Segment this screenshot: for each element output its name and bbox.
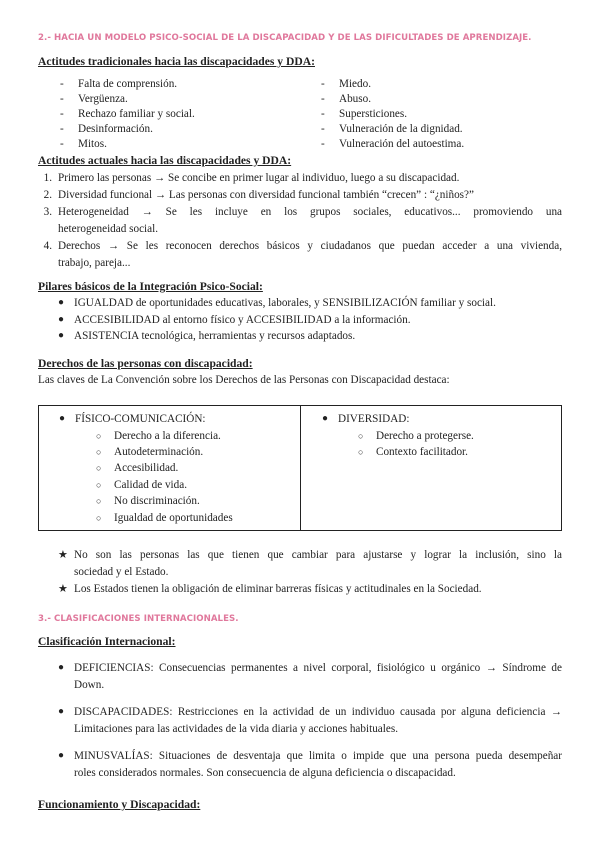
bullet-icon: ●	[322, 413, 329, 424]
table-cell-title: ● DIVERSIDAD:	[322, 413, 410, 425]
list-item: ★ No son las personas las que tienen que cambiar para ajustarse y lograr la inclusión, sino la sociedad y el Estado.	[58, 549, 562, 578]
star-bullet-icon: ★	[58, 549, 68, 561]
rights-table	[38, 405, 562, 531]
circle-bullet-icon: ○	[358, 431, 364, 441]
section-3-title: 3.- CLASIFICACIONES INTERNACIONALES.	[38, 614, 239, 624]
circle-bullet-icon: ○	[96, 496, 102, 506]
bullet-icon: ●	[58, 750, 65, 761]
current-attitudes-heading: Actitudes actuales hacia las discapacidades y DDA:	[38, 154, 292, 167]
circle-bullet-icon: ○	[358, 447, 364, 457]
rights-intro: Las claves de La Convención sobre los Derechos de las Personas con Discapacidad destaca:	[38, 374, 450, 386]
list-item: ○ Derecho a la diferencia.	[96, 430, 221, 442]
international-classification-heading: Clasificación Internacional:	[38, 635, 176, 648]
document-page: 2.- HACIA UN MODELO PSICO-SOCIAL DE LA DISCAPACIDAD Y DE LAS DIFICULTADES DE APRENDIZAJE. Actitudes tradicionales hacia las discapacidades y DDA: - Falta de comprensión. - Vergüenza. - Rechazo familiar y social. - Desinformación. - Mitos. - Miedo. - Abuso. - Supersticiones. - Vulneración de la dignidad. - Vulneración del autoestima. Actitudes actuales hacia las discapacidades y DDA: 1. Primero las personas → Se concibe en primer lugar al individuo, luego a su discapacidad. 2. Diversidad funcional → Las personas con diversidad funcional también “crecen” : “¿niños?” 3. Heterogeneidad → Se les incluye en los grupos sociales, educativos... promoviendo una heterogeneidad social. 4. Derechos → Se les reconocen derechos básicos y ciudadanos que puedan acceder a una vivienda, trabajo, pareja... Pilares básicos de la Integración Psico-Social: ● IGUALDAD de oportunidades educativas, laborales, y SENSIBILIZACIÓN familiar y social. ● ACCESIBILIDAD al entorno físico y ACCESIBILIDAD a la información. ● ASISTENCIA tecnológica, herramientas y recursos adaptados. Derechos de las personas con discapacidad: Las claves de La Convención sobre los Derechos de las Personas con Discapacidad destaca: ● FÍSICO-COMUNICACIÓN: ○ Derecho a la diferencia. ○ Autodeterminación. ○ Accesibilidad. ○ Calidad de vida. ○ No discriminación. ○ Igualdad de oportunidades ● DIVERSIDAD: ○ Derecho a protegerse. ○ Contexto facilitador. ★ No son las personas las que tienen que cambiar para ajustarse y lograr la inclusión, sino la sociedad y el Estado. ★ Los Estados tienen la obligación de eliminar barreras físicas y actitudinales en la Sociedad. 3.- CLASIFICACIONES INTERNACIONALES. Clasificación Internacional: ● DEFICIENCIAS: Consecuencias permanentes a nivel corporal, fisiológico u orgánico → Síndrome de Down. ● DISCAPACIDADES: Restricciones en la actividad de un individuo causada por alguna deficiencia → Limitaciones para las actividades de la vida diaria y acciones habituales. ● MINUSVALÍAS: Situaciones de desventaja que limita o impide que una persona pueda desempeñar roles considerados normales. Son consecuencia de alguna deficiencia o discapacidad. Funcionamiento y Discapacidad:	[0, 0, 600, 848]
table-divider	[300, 406, 301, 530]
circle-bullet-icon: ○	[96, 513, 102, 523]
bullet-icon: ●	[58, 297, 65, 308]
table-cell-title: ● FÍSICO-COMUNICACIÓN:	[59, 413, 206, 425]
pillars-heading: Pilares básicos de la Integración Psico-Social:	[38, 280, 263, 293]
rights-heading: Derechos de las personas con discapacidad:	[38, 357, 253, 370]
list-item: ○ Derecho a protegerse.	[358, 430, 474, 442]
list-item: ○ Accesibilidad.	[96, 462, 179, 474]
list-item: ● ACCESIBILIDAD al entorno físico y ACCESIBILIDAD a la información.	[58, 314, 411, 326]
list-item: ○ Calidad de vida.	[96, 479, 188, 491]
list-item: ● ASISTENCIA tecnológica, herramientas y recursos adaptados.	[58, 330, 356, 342]
list-item: ○ Contexto facilitador.	[358, 446, 468, 458]
section-2-title: 2.- HACIA UN MODELO PSICO-SOCIAL DE LA DISCAPACIDAD Y DE LAS DIFICULTADES DE APRENDIZAJE.	[38, 33, 532, 43]
circle-bullet-icon: ○	[96, 463, 102, 473]
circle-bullet-icon: ○	[96, 447, 102, 457]
list-item: ○ Igualdad de oportunidades	[96, 512, 233, 524]
list-item: ● DISCAPACIDADES: Restricciones en la actividad de un individuo causada por alguna deficiencia → Limitaciones para las actividades de la vida diaria y acciones habituales.	[58, 706, 562, 735]
list-item: ● MINUSVALÍAS: Situaciones de desventaja que limita o impide que una persona pueda desempeñar roles considerados normales. Son consecuencia de alguna deficiencia o discapacidad.	[58, 750, 562, 779]
circle-bullet-icon: ○	[96, 480, 102, 490]
bullet-icon: ●	[59, 413, 66, 424]
bullet-icon: ●	[58, 706, 65, 717]
list-item: 4. Derechos → Se les reconocen derechos básicos y ciudadanos que puedan acceder a una vivienda, trabajo, pareja...	[43, 240, 562, 269]
list-item: ○ Autodeterminación.	[96, 446, 204, 458]
circle-bullet-icon: ○	[96, 431, 102, 441]
list-item: 3. Heterogeneidad → Se les incluye en los grupos sociales, educativos... promoviendo una heterogeneidad social.	[43, 206, 562, 235]
star-bullet-icon: ★	[58, 583, 68, 595]
list-item: ● DEFICIENCIAS: Consecuencias permanentes a nivel corporal, fisiológico u orgánico → Síndrome de Down.	[58, 662, 562, 691]
traditional-attitudes-heading: Actitudes tradicionales hacia las discapacidades y DDA:	[38, 55, 315, 68]
bullet-icon: ●	[58, 330, 65, 341]
list-item: ★ Los Estados tienen la obligación de eliminar barreras físicas y actitudinales en la Sociedad.	[58, 583, 482, 595]
bullet-icon: ●	[58, 662, 65, 673]
list-item: ● IGUALDAD de oportunidades educativas, laborales, y SENSIBILIZACIÓN familiar y social.	[58, 297, 496, 309]
bullet-icon: ●	[58, 314, 65, 325]
functioning-heading: Funcionamiento y Discapacidad:	[38, 798, 201, 811]
list-item: ○ No discriminación.	[96, 495, 200, 507]
list-item: 2. Diversidad funcional → Las personas con diversidad funcional también “crecen” : “¿niños?”	[43, 189, 474, 201]
list-item: 1. Primero las personas → Se concibe en primer lugar al individuo, luego a su discapacidad.	[43, 172, 460, 184]
